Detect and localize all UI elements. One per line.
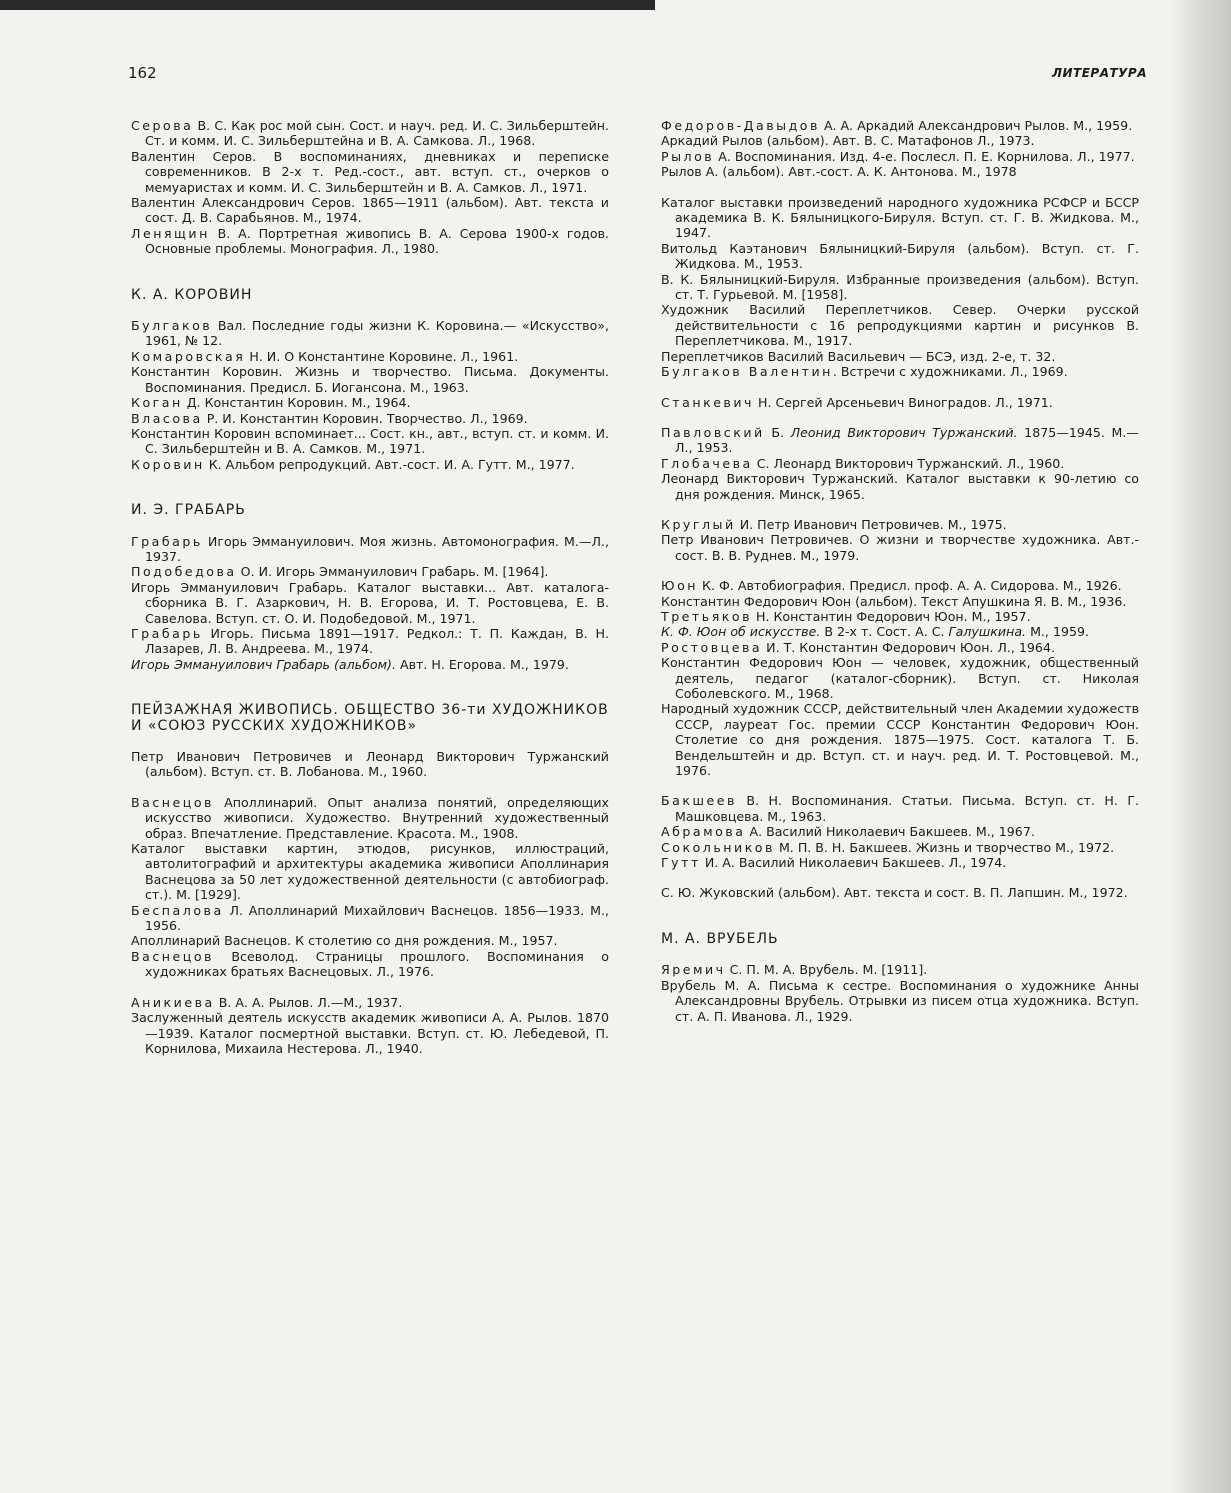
entry-text: Вал. Последние годы жизни К. Коровина.— «Искусство», 1961, № 12.: [145, 318, 609, 349]
bibliography-entry: [131, 795, 609, 841]
entry-text: Константин Федорович Юон — человек, художник, общественный деятель, педагог (каталог-сборник). Вступ. ст. Николая Соболевского. М., 1968.: [661, 655, 1139, 701]
entry-author: Булгаков: [131, 318, 213, 334]
bibliography-entry: [131, 318, 609, 349]
entry-text: Д. Константин Коровин. М., 1964.: [182, 395, 411, 411]
entry-text: Константин Коровин вспоминает... Сост. кн., авт., вступ. ст. и комм. И. С. Зильберштейн и В. А. Самков. М., 1971.: [131, 425, 609, 457]
entry-text: Константин Коровин. Жизнь и творчество. Письма. Документы. Воспоминания. Предисл. Б. Иогансона. М., 1963.: [131, 364, 609, 395]
bibliography-entry: [661, 824, 1139, 839]
page-edge-shadow: [1171, 0, 1231, 1493]
bibliography-entry: [131, 395, 609, 410]
bibliography-entry: [661, 302, 1139, 348]
bibliography-entry: [131, 580, 609, 626]
entry-author: Круглый: [661, 516, 736, 532]
bibliography-entry: [131, 626, 609, 657]
entry-text: Валентин Александрович Серов. 1865—1911 (альбом). Авт. текста и сост. Д. В. Сарабьянов. М., 1974.: [131, 195, 609, 226]
entry-author: Булгаков Валентин: [661, 364, 833, 380]
bibliography-entry: [661, 456, 1139, 471]
entry-text: М., 1959.: [1026, 624, 1089, 640]
entry-text: Заслуженный деятель искусств академик живописи А. А. Рылов. 1870—1939. Каталог посмертной выставки. Вступ. ст. Ю. Лебедевой, П. Корнилова, Михаила Нестерова. Л., 1940.: [131, 1010, 609, 1056]
entry-author: Юон: [661, 578, 699, 594]
bibliography-entry: [131, 195, 609, 226]
bibliography-entry: [661, 133, 1139, 148]
entry-author: Станкевич: [661, 394, 754, 410]
entry-italic-title: Игорь Эммануилович Грабарь (альбом).: [131, 656, 396, 672]
entry-text: В. С. Как рос мой сын. Сост. и науч. ред. И. С. Зильберштейн. Ст. и комм. И. С. Зильберштейна и В. А. Самкова. Л., 1968.: [145, 118, 609, 149]
entry-text: В. А. Портретная живопись В. А. Серова 1900-х годов. Основные проблемы. Монография. Л., 1980.: [145, 225, 609, 257]
entry-text: В. К. Бялыницкий-Бируля. Избранные произведения (альбом). Вступ. ст. Т. Гурьевой. М. [1958].: [661, 271, 1139, 303]
section-heading: ПЕЙЗАЖНАЯ ЖИВОПИСЬ. ОБЩЕСТВО 36-ти ХУДОЖНИКОВ И «СОЮЗ РУССКИХ ХУДОЖНИКОВ»: [131, 702, 609, 734]
bibliography-entry: [131, 1010, 609, 1056]
bibliography-entry: [661, 272, 1139, 303]
entry-text: Рылов А. (альбом). Авт.-сост. А. К. Антонова. М., 1978: [661, 164, 1017, 180]
entry-author: Бакшеев: [661, 793, 737, 809]
entry-text: Витольд Каэтанович Бялыницкий-Бируля (альбом). Вступ. ст. Г. Жидкова. М., 1953.: [661, 240, 1139, 272]
entry-author: Коровин: [131, 456, 205, 472]
entry-author: Васнецов: [131, 794, 214, 810]
entry-author: Третьяков: [661, 608, 753, 624]
entry-text: С. Ю. Жуковский (альбом). Авт. текста и сост. В. П. Лапшин. М., 1972.: [661, 885, 1128, 901]
bibliography-entry: [131, 349, 609, 364]
entry-text: Петр Иванович Петровичев. О жизни и творчестве художника. Авт.-сост. В. В. Руднев. М., 1979.: [661, 532, 1139, 563]
entry-text: Игорь. Письма 1891—1917. Редкол.: Т. П. Каждан, В. Н. Лазарев, Л. В. Андреева. М., 1974.: [145, 625, 609, 657]
bibliography-entry: [661, 655, 1139, 701]
entry-text: Н. И. О Константине Коровине. Л., 1961.: [245, 348, 519, 364]
top-scan-bar: [0, 0, 655, 10]
page-number: 162: [128, 64, 157, 82]
entry-author: Подобедова: [131, 564, 237, 580]
bibliography-entry: [661, 118, 1139, 133]
entry-italic-title: К. Ф. Юон об искусстве.: [661, 624, 821, 640]
left-column: [131, 118, 609, 1056]
bibliography-entry: [131, 226, 609, 257]
section-heading: И. Э. ГРАБАРЬ: [131, 502, 246, 519]
entry-author: Ленящин: [131, 225, 210, 241]
entry-text: Игорь Эммануилович Грабарь. Каталог выставки... Авт. каталога-сборника В. Г. Азаркович, Н. В. Егорова, И. Т. Ростовцева, Е. В. Савелова. Вступ. ст. О. И. Подобедовой. М., 1971.: [131, 579, 609, 626]
bibliography-entry: [661, 517, 1139, 532]
entry-author: Абрамова: [661, 824, 746, 840]
entry-text: В 2-х т. Сост. А. С.: [820, 624, 949, 640]
entry-author: Власова: [131, 410, 203, 426]
entry-text: Переплетчиков Василий Васильевич — БСЭ, изд. 2-е, т. 32.: [661, 348, 1056, 364]
bibliography-entry: [661, 364, 1139, 379]
entry-text: И. Петр Иванович Петровичев. М., 1975.: [735, 516, 1007, 532]
entry-text: Леонард Викторович Туржанский. Каталог выставки к 90-летию со дня рождения. Минск, 1965.: [661, 471, 1139, 502]
bibliography-entry: [661, 701, 1139, 778]
bibliography-entry: [661, 885, 1139, 900]
entry-author: Ростовцева: [661, 639, 763, 655]
entry-text: И. А. Василий Николаевич Бакшеев. Л., 1974.: [700, 855, 1007, 871]
entry-text: А. Воспоминания. Изд. 4-е. Послесл. П. Е. Корнилова. Л., 1977.: [714, 148, 1135, 164]
section-heading: К. А. КОРОВИН: [131, 286, 253, 303]
bibliography-entry: [131, 534, 609, 565]
running-head: ЛИТЕРАТУРА: [1052, 66, 1147, 80]
entry-text: Аполлинарий Васнецов. К столетию со дня рождения. М., 1957.: [131, 933, 558, 949]
entry-text: Авт. Н. Егорова. М., 1979.: [395, 656, 569, 672]
entry-text: Валентин Серов. В воспоминаниях, дневниках и переписке современников. В 2-х т. Ред.-сост., авт. вступ. ст., очерков о мемуаристах и комм. И. С. Зильберштейн и В. А. Самков. Л., 1971.: [131, 148, 609, 195]
entry-text: . Встречи с художниками. Л., 1969.: [832, 364, 1068, 380]
entry-text: С. Леонард Викторович Туржанский. Л., 1960.: [752, 455, 1065, 471]
bibliography-entry: [131, 995, 609, 1010]
entry-text: И. Т. Константин Федорович Юон. Л., 1964.: [762, 639, 1055, 655]
bibliography-entry: [661, 578, 1139, 593]
bibliography-entry: [131, 426, 609, 457]
entry-text: Б.: [764, 424, 791, 440]
entry-text: А. Василий Николаевич Бакшеев. М., 1967.: [745, 824, 1035, 840]
entry-text: Врубель М. А. Письма к сестре. Воспоминания о художнике Анны Александровны Врубель. Отрывки из писем отца художника. Вступ. ст. А. П. Иванова. Л., 1929.: [661, 977, 1139, 1024]
bibliography-entry: [661, 195, 1139, 241]
entry-author: Сокольников: [661, 839, 775, 855]
entry-text: 1875—1945. М.—Л., 1953.: [675, 424, 1139, 456]
bibliography-entry: [661, 241, 1139, 272]
bibliography-entry: [131, 657, 609, 672]
bibliography-entry: [661, 855, 1139, 870]
bibliography-entry: [131, 364, 609, 395]
entry-text: А. А. Аркадий Александрович Рылов. М., 1959.: [819, 118, 1133, 133]
entry-text: К. Ф. Автобиография. Предисл. проф. А. А. Сидорова. М., 1926.: [698, 578, 1122, 594]
bibliography-entry: [661, 793, 1139, 824]
bibliography-entry: [661, 164, 1139, 179]
bibliography-entry: [131, 949, 609, 980]
entry-italic-title: Леонид Викторович Туржанский.: [790, 424, 1018, 440]
entry-text: К. Альбом репродукций. Авт.-сост. И. А. Гутт. М., 1977.: [204, 456, 575, 472]
bibliography-entry: [661, 962, 1139, 977]
entry-italic-title: Галушкина.: [948, 624, 1027, 640]
entry-author: Беспалова: [131, 902, 224, 918]
entry-text: Аркадий Рылов (альбом). Авт. В. С. Матафонов Л., 1973.: [661, 133, 1035, 149]
entry-text: Каталог выставки произведений народного художника РСФСР и БССР академика В. К. Бялыницкого-Бируля. Вступ. ст. Г. В. Жидкова. М., 1947.: [661, 194, 1139, 241]
entry-text: Константин Федорович Юон (альбом). Текст Апушкина Я. В. М., 1936.: [661, 593, 1127, 609]
entry-text: Игорь Эммануилович. Моя жизнь. Автомонография. М.—Л., 1937.: [145, 533, 609, 564]
bibliography-entry: [131, 933, 609, 948]
bibliography-entry: [131, 149, 609, 195]
bibliography-entry: [131, 841, 609, 903]
bibliography-entry: [131, 564, 609, 579]
entry-text: Петр Иванович Петровичев и Леонард Викторович Туржанский (альбом). Вступ. ст. В. Лобанова. М., 1960.: [131, 749, 609, 780]
entry-text: О. И. Игорь Эммануилович Грабарь. М. [1964].: [236, 564, 549, 580]
bibliography-entry: [661, 840, 1139, 855]
bibliography-entry: [131, 903, 609, 934]
entry-text: Каталог выставки картин, этюдов, рисунков, иллюстраций, автолитографий и архитектуры академика живописи Аполлинария Васнецова за 50 лет художественной деятельности (с автобиограф. ст.). М. [1929].: [131, 841, 609, 903]
entry-text: Л. Аполлинарий Михайлович Васнецов. 1856—1933. М., 1956.: [145, 902, 609, 934]
bibliography-entry: [131, 411, 609, 426]
entry-author: Яремич: [661, 962, 726, 978]
entry-author: Федоров-Давыдов: [661, 118, 820, 133]
entry-text: Н. Сергей Арсеньевич Виноградов. Л., 1971.: [753, 394, 1053, 410]
entry-author: Павловский: [661, 424, 765, 440]
entry-author: Серова: [131, 118, 194, 133]
bibliography-entry: [661, 609, 1139, 624]
bibliography-entry: [661, 349, 1139, 364]
entry-text: Н. Константин Федорович Юон. М., 1957.: [752, 608, 1031, 624]
bibliography-entry: [661, 471, 1139, 502]
bibliography-entry: [131, 749, 609, 780]
entry-author: Васнецов: [131, 948, 214, 964]
entry-text: Р. И. Константин Коровин. Творчество. Л., 1969.: [202, 410, 528, 426]
bibliography-entry: [661, 640, 1139, 655]
entry-text: В. А. А. Рылов. Л.—М., 1937.: [214, 994, 403, 1010]
entry-author: Аникиева: [131, 994, 215, 1010]
bibliography-entry: [131, 118, 609, 149]
bibliography-entry: [661, 149, 1139, 164]
section-heading: М. А. ВРУБЕЛЬ: [661, 930, 779, 947]
bibliography-entry: [661, 425, 1139, 456]
entry-author: Глобачева: [661, 455, 753, 471]
entry-author: Коган: [131, 395, 183, 411]
bibliography-entry: [661, 532, 1139, 563]
right-column: [661, 118, 1139, 1024]
entry-text: Художник Василий Переплетчиков. Север. Очерки русской действительности с 16 репродукциями картин и рисунков В. Переплетчикова. М., 1917.: [661, 302, 1139, 349]
entry-text: М. П. В. Н. Бакшеев. Жизнь и творчество М., 1972.: [774, 839, 1115, 855]
entry-author: Грабарь: [131, 625, 203, 641]
bibliography-entry: [661, 624, 1139, 639]
entry-text: Аполлинарий. Опыт анализа понятий, определяющих искусство живописи. Художество. Внутренний художественный образ. Впечатление. Представление. Красота. М., 1908.: [145, 794, 609, 841]
entry-author: Грабарь: [131, 533, 203, 549]
bibliography-entry: [661, 395, 1139, 410]
bibliography-entry: [661, 594, 1139, 609]
entry-author: Рылов: [661, 148, 715, 164]
entry-text: С. П. М. А. Врубель. М. [1911].: [725, 962, 928, 978]
bibliography-entry: [131, 457, 609, 472]
entry-text: В. Н. Воспоминания. Статьи. Письма. Вступ. ст. Н. Г. Машковцева. М., 1963.: [675, 793, 1139, 824]
entry-author: Комаровская: [131, 348, 246, 364]
entry-text: Всеволод. Страницы прошлого. Воспоминания о художниках братьях Васнецовых. Л., 1976.: [145, 948, 609, 980]
entry-text: Народный художник СССР, действительный член Академии художеств СССР, лауреат Гос. премии СССР Константин Федорович Юон. Столетие со дня рождения. 1875—1975. Сост. каталога Т. Б. Вендельштейн и др. Вступ. ст. и науч. ред. И. Т. Ростовцевой. М., 1976.: [661, 701, 1139, 779]
bibliography-entry: [661, 978, 1139, 1024]
entry-author: Гутт: [661, 855, 701, 871]
